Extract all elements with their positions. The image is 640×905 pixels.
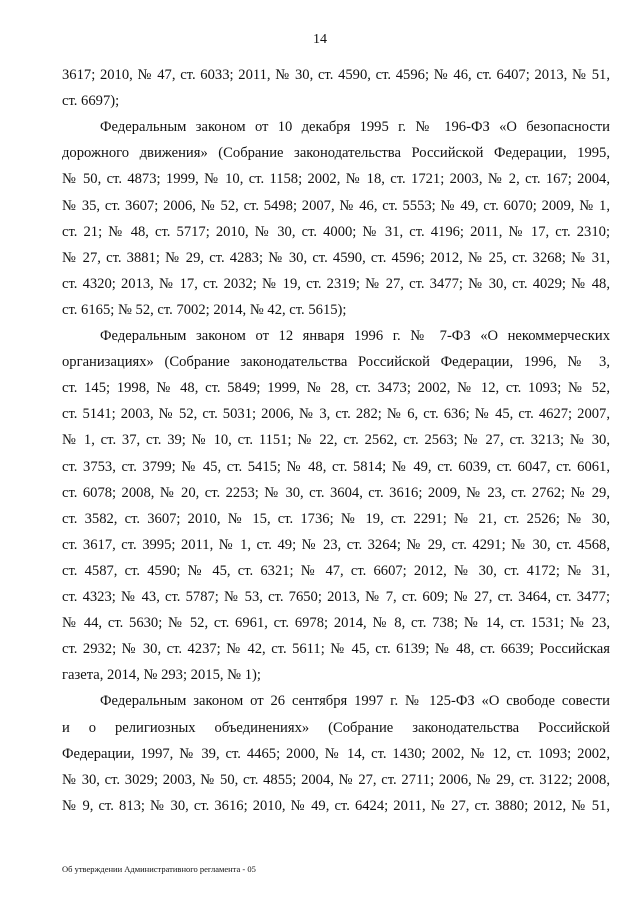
text-line: Федеральным законом от 26 сентября 1997 г. № 125-ФЗ «О свободе совести xyxy=(100,693,610,710)
text-line: № 35, ст. 3607; 2006, № 52, ст. 5498; 2007, № 46, ст. 5553; № 49, ст. 6070; 2009, № 1, xyxy=(62,197,610,214)
text-line: ст. 4323; № 43, ст. 5787; № 53, ст. 7650; 2013, № 7, ст. 609; № 27, ст. 3464, ст. 3477; xyxy=(62,589,610,605)
text-line: № 50, ст. 4873; 1999, № 10, ст. 1158; 2002, № 18, ст. 1721; 2003, № 2, ст. 167; 2004, xyxy=(62,171,610,188)
text-line: организациях» (Собрание законодательства Российской Федерации, 1996, № 3, xyxy=(62,354,610,371)
text-line: ст. 6078; 2008, № 20, ст. 2253; № 30, ст. 3604, ст. 3616; 2009, № 23, ст. 2762; № 29, xyxy=(62,484,610,501)
text-line: ст. 145; 1998, № 48, ст. 5849; 1999, № 28, ст. 3473; 2002, № 12, ст. 1093; № 52, xyxy=(62,380,610,397)
text-line: ст. 4320; 2013, № 17, ст. 2032; № 19, ст. 2319; № 27, ст. 3477; № 30, ст. 4029; № 48, xyxy=(62,275,610,292)
text-line: ст. 5141; 2003, № 52, ст. 5031; 2006, № 3, ст. 282; № 6, ст. 636; № 45, ст. 4627; 2007, xyxy=(62,406,610,423)
text-line: ст. 4587, ст. 4590; № 45, ст. 6321; № 47, ст. 6607; 2012, № 30, ст. 4172; № 31, xyxy=(62,562,610,579)
text-line: ст. 3753, ст. 3799; № 45, ст. 5415; № 48, ст. 5814; № 49, ст. 6039, ст. 6047, ст. 6061, xyxy=(62,458,610,475)
text-line: № 27, ст. 3881; № 29, ст. 4283; № 30, ст. 4590, ст. 4596; 2012, № 25, ст. 3268; № 31, xyxy=(62,249,610,266)
text-line: газета, 2014, № 293; 2015, № 1); xyxy=(62,667,261,684)
text-line: ст. 2932; № 30, ст. 4237; № 42, ст. 5611; № 45, ст. 6139; № 48, ст. 6639; Российская xyxy=(62,641,610,658)
text-line: № 44, ст. 5630; № 52, ст. 6961, ст. 6978; 2014, № 8, ст. 738; № 14, ст. 1531; № 23, xyxy=(62,615,610,632)
text-line: № 30, ст. 3029; 2003, № 50, ст. 4855; 2004, № 27, ст. 2711; 2006, № 29, ст. 3122; 2008, xyxy=(62,771,610,788)
text-line: Федерации, 1997, № 39, ст. 4465; 2000, № 14, ст. 1430; 2002, № 12, ст. 1093; 2002, xyxy=(62,745,610,762)
text-line: ст. 3617, ст. 3995; 2011, № 1, ст. 49; № 23, ст. 3264; № 29, ст. 4291; № 30, ст. 4568, xyxy=(62,536,610,553)
text-line: 3617; 2010, № 47, ст. 6033; 2011, № 30, ст. 4590, ст. 4596; № 46, ст. 6407; 2013, № 51, xyxy=(62,67,610,83)
text-line: ст. 3582, ст. 3607; 2010, № 15, ст. 1736; № 19, ст. 2291; № 21, ст. 2526; № 30, xyxy=(62,510,610,527)
text-line: и о религиозных объединениях» (Собрание законодательства Российской xyxy=(62,719,610,736)
text-line: ст. 6697); xyxy=(62,93,120,110)
text-line: ст. 6165; № 52, ст. 7002; 2014, № 42, ст. 5615); xyxy=(62,301,347,318)
page-number: 14 xyxy=(313,32,327,47)
text-line: дорожного движения» (Собрание законодательства Российской Федерации, 1995, xyxy=(62,145,610,162)
text-line: № 1, ст. 37, ст. 39; № 10, ст. 1151; № 22, ст. 2562, ст. 2563; № 27, ст. 3213; № 30, xyxy=(62,432,610,449)
text-line: Федеральным законом от 10 декабря 1995 г. № 196-ФЗ «О безопасности xyxy=(100,119,610,136)
text-line: ст. 21; № 48, ст. 5717; 2010, № 30, ст. 4000; № 31, ст. 4196; 2011, № 17, ст. 2310; xyxy=(62,223,610,240)
footer-text: Об утверждении Административного регламента - 05 xyxy=(62,864,256,874)
text-line: № 9, ст. 813; № 30, ст. 3616; 2010, № 49, ст. 6424; 2011, № 27, ст. 3880; 2012, № 51, xyxy=(62,797,610,814)
text-line: Федеральным законом от 12 января 1996 г. № 7-ФЗ «О некоммерческих xyxy=(100,328,610,344)
